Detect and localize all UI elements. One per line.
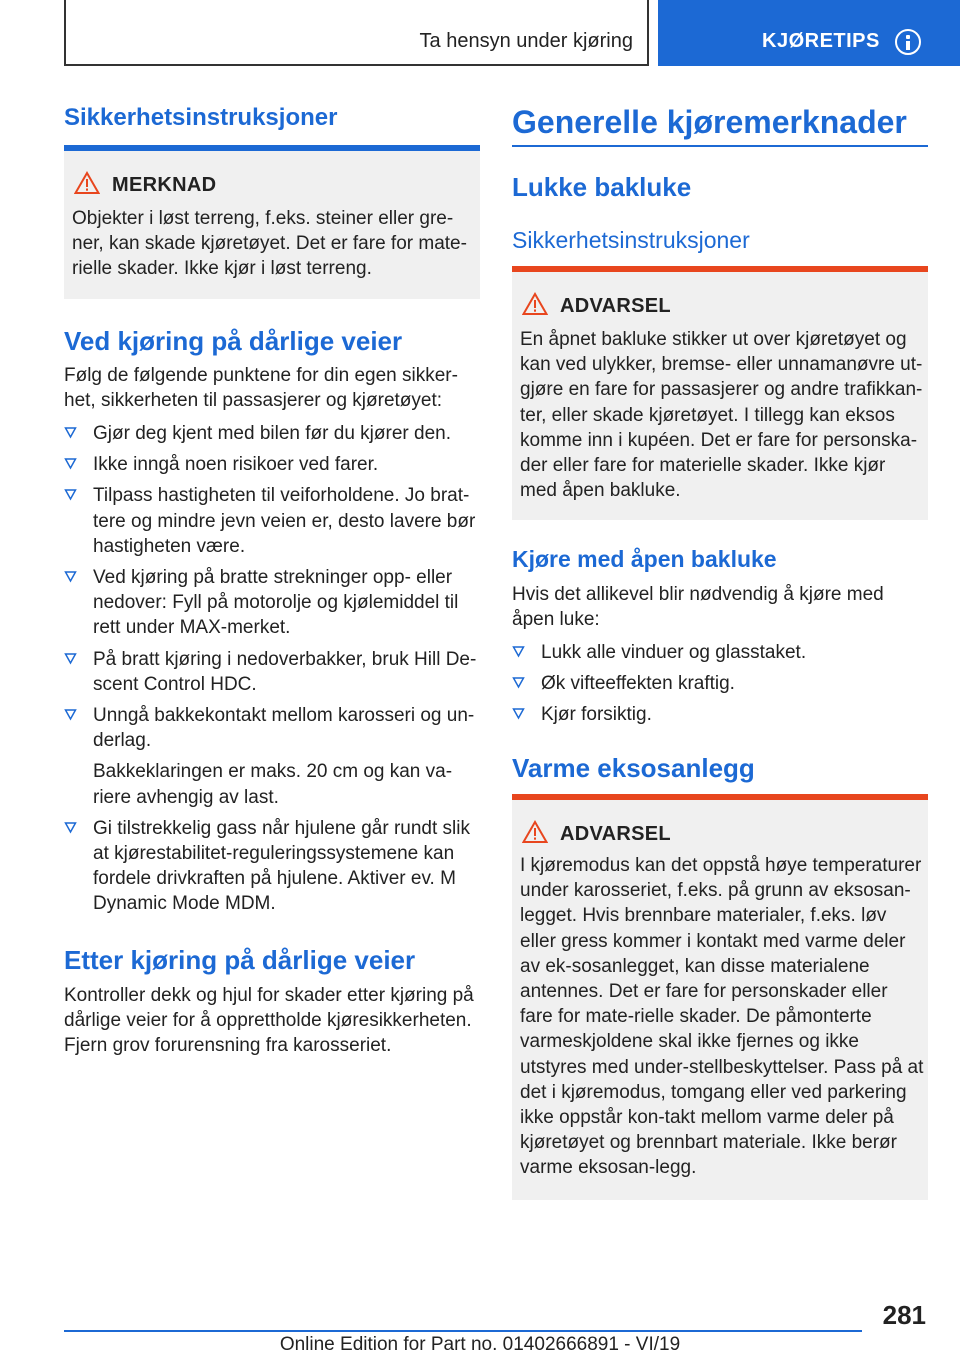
list-item-continuation: Bakkeklaringen er maks. 20 cm og kan va-riere avhengig av last. <box>93 761 453 808</box>
header-section-title: Ta hensyn under kjøring <box>419 30 633 52</box>
list-item-text: Gi tilstrekkelig gass når hjulene går rundt slik at kjørestabilitet-reguleringssystemene kan fordele drivkraften på hjulene. Aktiver ev. M Dynamic Mode MDM. <box>93 817 471 915</box>
list-item <box>64 565 480 641</box>
bad-roads-list <box>64 421 480 923</box>
list-item <box>512 702 928 727</box>
list-item <box>64 816 480 917</box>
note-label: MERKNAD <box>112 174 217 196</box>
open-tailgate-list <box>512 640 928 734</box>
list-item-text: Gjør deg kjent med bilen før du kjører den. <box>93 423 451 444</box>
right-main-title: Generelle kjøremerknader <box>512 104 907 140</box>
left-section-title: Sikkerhetsinstruksjoner <box>64 104 338 131</box>
warning-label: ADVARSEL <box>560 823 671 845</box>
list-item-text: På bratt kjøring i nedoverbakker, bruk Hill De-scent Control HDC. <box>93 648 477 695</box>
right-safety-title: Sikkerhetsinstruksjoner <box>512 227 750 253</box>
hot-exhaust-heading: Varme eksosanlegg <box>512 753 755 783</box>
note-box <box>64 151 480 299</box>
warning-triangle-icon <box>522 292 548 316</box>
triangle-bullet-icon <box>64 821 77 834</box>
info-icon <box>895 29 921 55</box>
list-item-text: Øk vifteeffekten kraftig. <box>541 673 735 695</box>
triangle-bullet-icon <box>64 426 77 439</box>
list-item-text: Kjør forsiktig. <box>541 704 652 726</box>
warning-triangle-icon <box>74 171 100 195</box>
triangle-bullet-icon <box>512 645 525 658</box>
triangle-bullet-icon <box>64 708 77 721</box>
warning-text: En åpnet bakluke stikker ut over kjøretøyet og kan ved ulykker, bremse- eller unnamanøvre ut-gjøre en fare for passasjerer og andre trafikkan-ter, eller skade kjøretøyet. I tillegg kan eksos komme inn i kupéen. Det er fare for personska-der eller fare for materielle skader. Ikke kjør med åpen bakluke. <box>520 329 923 502</box>
note-text: Objekter i løst terreng, f.eks. steiner eller gre-ner, kan skade kjøretøyet. Det er fare for mate-rielle skader. Ikke kjør i løst terreng. <box>72 208 467 280</box>
warning-label: ADVARSEL <box>560 295 671 317</box>
list-item <box>64 483 480 559</box>
open-tailgate-heading: Kjøre med åpen bakluke <box>512 546 777 572</box>
warning-box <box>512 800 928 1200</box>
list-item <box>512 640 928 665</box>
triangle-bullet-icon <box>64 457 77 470</box>
list-item <box>64 421 480 446</box>
list-item-text: Ved kjøring på bratte strekninger opp- eller nedover: Fyll på motorolje og kjølemiddel til rett under MAX-merket. <box>93 567 459 639</box>
warning-box <box>512 272 928 520</box>
triangle-bullet-icon <box>512 707 525 720</box>
list-item <box>64 703 480 753</box>
page-number: 281 <box>882 1300 926 1330</box>
open-tailgate-intro: Hvis det allikevel blir nødvendig å kjøre med åpen luke: <box>512 584 884 631</box>
bad-roads-intro: Følg de følgende punktene for din egen sikker-het, sikkerheten til passasjerer og kjøretøyet: <box>64 365 458 412</box>
header-section-box <box>64 0 649 66</box>
footer-edition: Online Edition for Part no. 01402666891 - VI/19 <box>279 1334 681 1355</box>
bad-roads-heading: Ved kjøring på dårlige veier <box>64 326 403 356</box>
footer-rule <box>64 1330 862 1332</box>
header-chapter-title: KJØRETIPS <box>762 30 880 52</box>
triangle-bullet-icon <box>64 570 77 583</box>
list-item-text: Unngå bakkekontakt mellom karosseri og un-derlag. <box>93 705 475 752</box>
warning-text: I kjøremodus kan det oppstå høye temperaturer under karosseriet, f.eks. på grunn av eksosan-legget. Hvis brennbare materialer, f.eks. løv eller gress kommer i kontakt med varme deler av ek-sosanlegget, kan disse materialene antennes. Det er fare for personskader eller fare for mate-rielle skader. De påmonterte varmeskjoldene skal ikke fjernes og ikke utstyres med under-stellbeskyttelser. Pass på at det i kjøremodus, tomgang eller ved parkering ikke oppstår kon-takt mellom varme deler på kjøretøyet og brennbart materiale. Ikke berør varme eksosan-legg. <box>520 855 924 1179</box>
list-item-text: Ikke inngå noen risikoer ved farer. <box>93 454 379 476</box>
after-bad-roads-text: Kontroller dekk og hjul for skader etter kjøring på dårlige veier for å opprettholde kjøresikkerheten. Fjern grov forurensning fra karosseriet. <box>64 985 474 1057</box>
list-item-text: Lukk alle vinduer og glasstaket. <box>541 642 807 663</box>
triangle-bullet-icon <box>64 652 77 665</box>
list-item <box>64 647 480 697</box>
list-item-text: Tilpass hastigheten til veiforholdene. Jo brat-tere og mindre jevn veien er, desto lavere bør hastigheten være. <box>93 485 476 557</box>
header-chapter-tab[interactable] <box>658 0 960 66</box>
after-bad-roads-heading: Etter kjøring på dårlige veier <box>64 945 416 975</box>
list-item <box>64 452 480 477</box>
lukke-bakluke-heading: Lukke bakluke <box>512 172 692 202</box>
triangle-bullet-icon <box>512 676 525 689</box>
list-item <box>512 671 928 696</box>
warning-triangle-icon <box>522 820 548 844</box>
right-title-rule <box>512 145 928 147</box>
triangle-bullet-icon <box>64 488 77 501</box>
